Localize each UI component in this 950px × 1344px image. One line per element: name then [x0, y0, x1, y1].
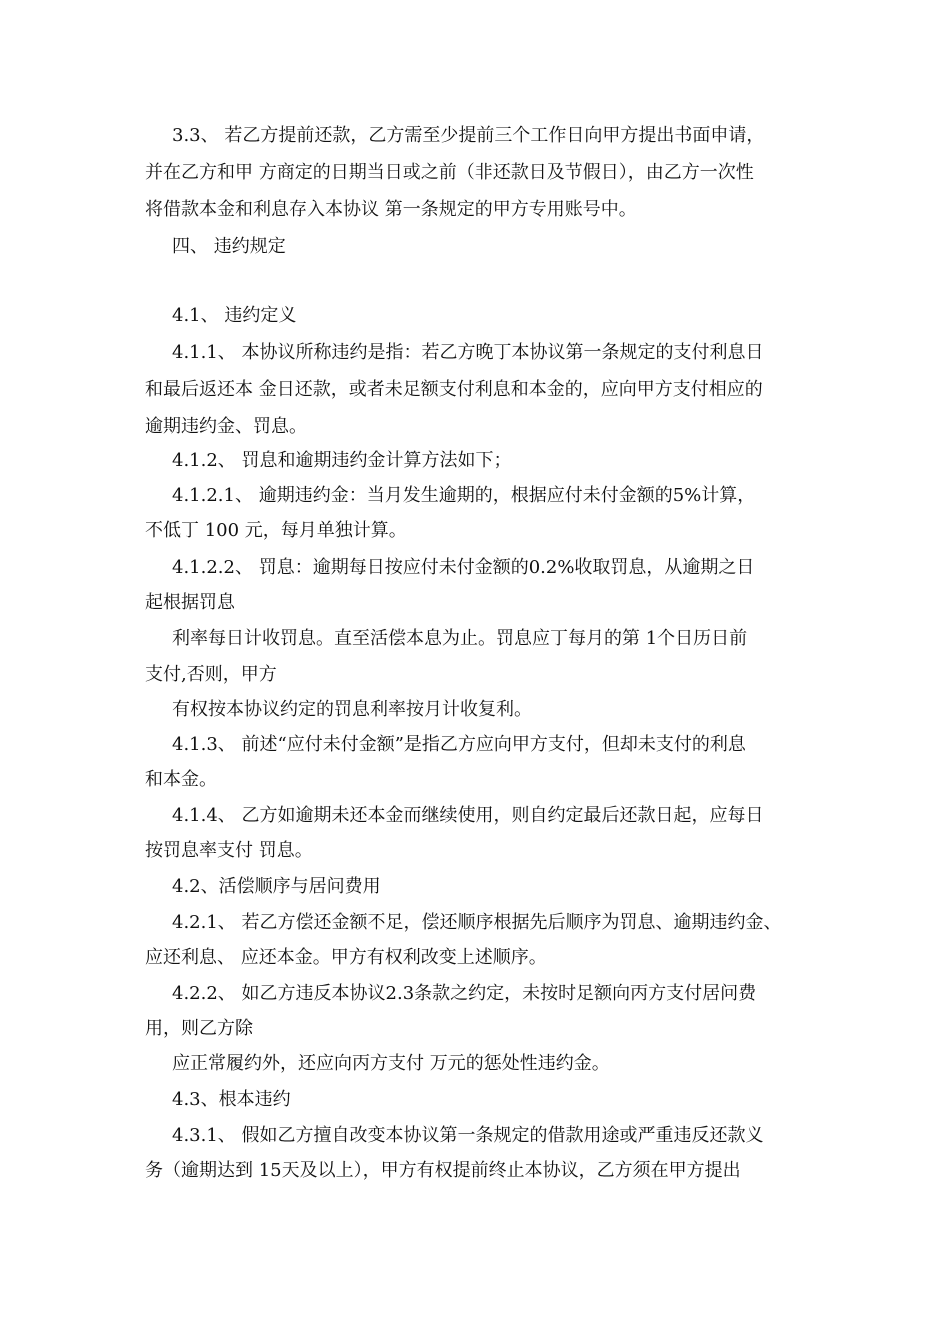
paragraph-4-1-2-2-line-3: 利率每日计收罚息。直至活偿本息为止。罚息应丁每月的第 1个日历日前 [172, 628, 748, 649]
paragraph-4-3-1-line-2: 务（逾期达到 15天及以上），甲方有权提前终止本协议，乙方须在甲方提出 [145, 1160, 741, 1181]
paragraph-4-1-3-line-2: 和本金。 [145, 769, 217, 790]
paragraph-4-2-1-line-1: 4.2.1、 若乙方偿还金额不足，偿还顺序根据先后顺序为罚息、逾期违约金、 [172, 912, 782, 933]
paragraph-4-1-2-1-line-2: 不低丁 100 元，每月单独计算。 [145, 520, 407, 541]
paragraph-4-3-1-line-1: 4.3.1、 假如乙方擅自改变本协议第一条规定的借款用途或严重违反还款义 [172, 1125, 764, 1146]
paragraph-4-1-2-2-line-4: 支付,否则，甲方 [145, 664, 277, 685]
paragraph-4-1-3-line-1: 4.1.3、 前述“应付未付金额”是指乙方应向甲方支付，但却未支付的利息 [172, 734, 746, 755]
paragraph-4-2-2-line-2: 用，则乙方除 [145, 1018, 253, 1039]
paragraph-4-1-2-1-line-1: 4.1.2.1、 逾期违约金：当月发生逾期的，根据应付未付金额的5%计算， [172, 485, 756, 506]
paragraph-4-2-1-line-2: 应还利息、 应还本金。甲方有权利改变上述顺序。 [145, 947, 547, 968]
paragraph-4-1-1-line-1: 4.1.1、 本协议所称违约是指：若乙方晚丁本协议第一条规定的支付利息日 [172, 342, 764, 363]
paragraph-4-2-2-line-3: 应正常履约外，还应向丙方支付 万元的惩处性违约金。 [172, 1053, 610, 1074]
heading-4-3: 4.3、根本违约 [172, 1089, 291, 1110]
paragraph-4-1-2-2-line-2: 起根据罚息 [145, 592, 235, 613]
heading-4-2: 4.2、活偿顺序与居问费用 [172, 876, 381, 897]
paragraph-4-2-2-line-1: 4.2.2、 如乙方违反本协议2.3条款之约定，未按时足额向丙方支付居问费 [172, 983, 757, 1004]
paragraph-4-1-2: 4.1.2、 罚息和逾期违约金计算方法如下； [172, 450, 512, 471]
paragraph-4-1-2-2-line-1: 4.1.2.2、 罚息：逾期每日按应付未付金额的0.2%收取罚息，从逾期之日 [172, 557, 755, 578]
paragraph-3-3-line-1: 3.3、 若乙方提前还款，乙方需至少提前三个工作日向甲方提出书面申请， [172, 125, 765, 146]
paragraph-4-1-4-line-1: 4.1.4、 乙方如逾期未还本金而继续使用，则自约定最后还款日起，应每日 [172, 805, 764, 826]
paragraph-4-1-4-line-2: 按罚息率支付 罚息。 [145, 840, 313, 861]
paragraph-4-1-1-line-3: 逾期违约金、罚息。 [145, 416, 307, 437]
paragraph-3-3-line-2: 并在乙方和甲 方商定的日期当日或之前（非还款日及节假日），由乙方一次性 [145, 162, 754, 183]
section-4-heading: 四、 违约规定 [172, 236, 286, 257]
heading-4-1: 4.1、 违约定义 [172, 305, 297, 326]
paragraph-4-1-2-2-line-5: 有权按本协议约定的罚息利率按月计收复利。 [172, 699, 532, 720]
paragraph-3-3-line-3: 将借款本金和利息存入本协议 第一条规定的甲方专用账号中。 [145, 199, 637, 220]
paragraph-4-1-1-line-2: 和最后返还本 金日还款，或者未足额支付利息和本金的，应向甲方支付相应的 [145, 379, 763, 400]
